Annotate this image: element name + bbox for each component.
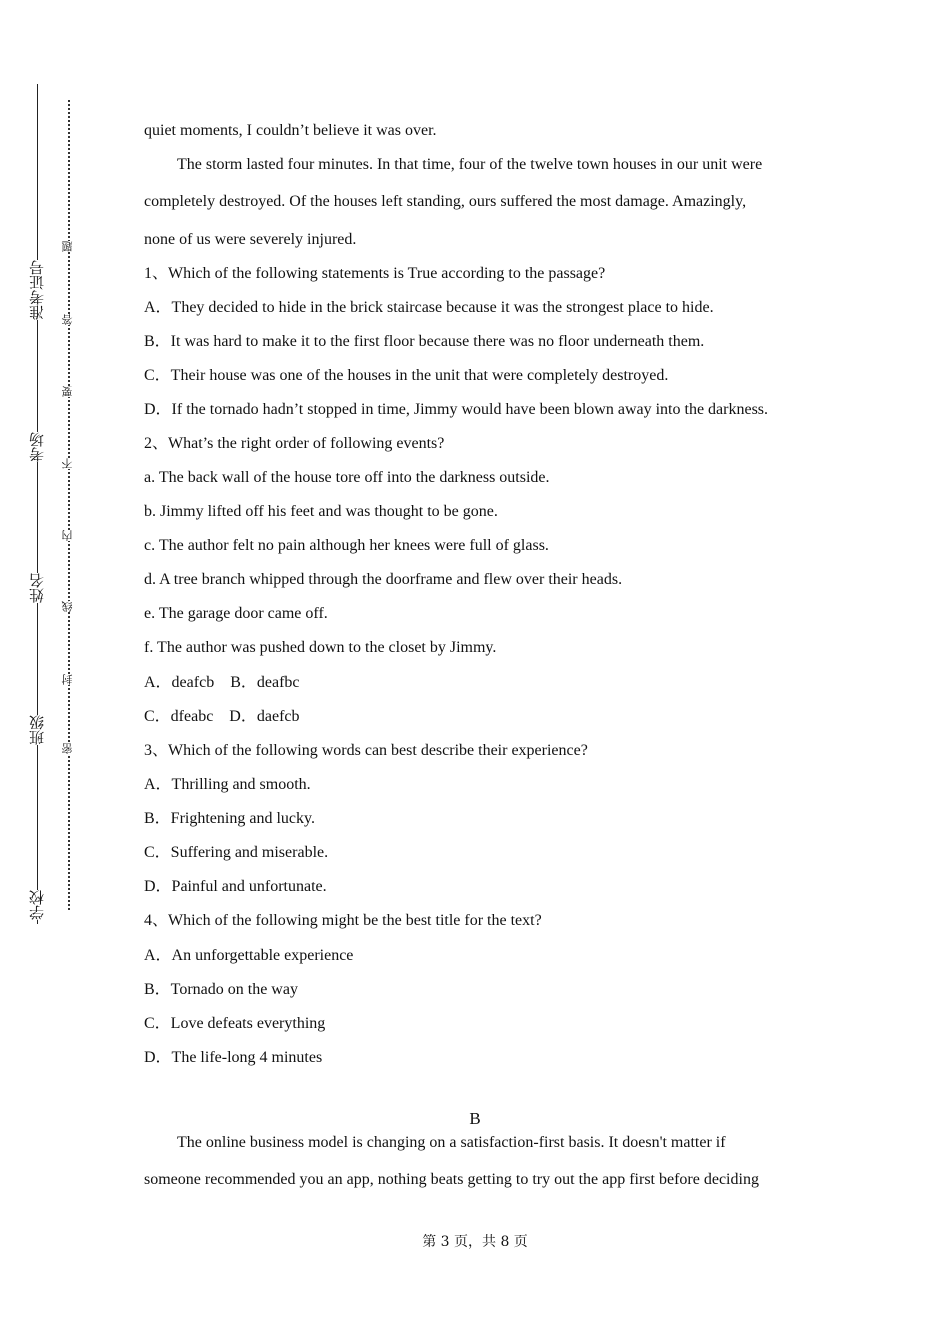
answer-option: C．Their house was one of the houses in the unit that were completely destroyed.	[144, 367, 669, 384]
answer-option: B．It was hard to make it to the first floor because there was no floor underneath them.	[144, 333, 705, 350]
seal-char: 不	[59, 458, 77, 469]
binding-line-dotted	[68, 100, 70, 910]
answer-option: A．deafcb B．deafbc	[144, 674, 300, 691]
answer-option: D．If the tornado hadn’t stopped in time, Jimmy would have been blown away into the darkness.	[144, 401, 769, 418]
seal-char: 内	[59, 530, 77, 541]
event-item: f. The author was pushed down to the closet by Jimmy.	[144, 639, 497, 656]
answer-option: C．Love defeats everything	[144, 1015, 326, 1032]
question-stem: 4、Which of the following might be the best title for the text?	[144, 912, 542, 929]
passage-line: The storm lasted four minutes. In that time, four of the twelve town houses in our unit were	[177, 156, 763, 173]
question-stem: 3、Which of the following words can best describe their experience?	[144, 742, 588, 759]
question-stem: 2、What’s the right order of following events?	[144, 435, 445, 452]
answer-option: C．Suffering and miserable.	[144, 844, 329, 861]
event-item: a. The back wall of the house tore off into the darkness outside.	[144, 469, 550, 486]
answer-option: B．Frightening and lucky.	[144, 810, 315, 827]
answer-option: A．An unforgettable experience	[144, 947, 354, 964]
event-item: b. Jimmy lifted off his feet and was thought to be gone.	[144, 503, 498, 520]
page-number: 第 3 页，共 8 页	[422, 1234, 528, 1250]
passage-line: quiet moments, I couldn’t believe it was over.	[144, 122, 437, 139]
event-item: e. The garage door came off.	[144, 605, 328, 622]
binding-line-solid	[37, 84, 38, 924]
question-stem: 1、Which of the following statements is True according to the passage?	[144, 265, 606, 282]
answer-option: D．Painful and unfortunate.	[144, 878, 327, 895]
field-exam-number-label: 准考证号	[22, 260, 52, 320]
answer-option: A．They decided to hide in the brick staircase because it was the strongest place to hide.	[144, 299, 714, 316]
event-item: d. A tree branch whipped through the doorframe and flew over their heads.	[144, 571, 623, 588]
passage-line: none of us were severely injured.	[144, 231, 357, 248]
field-school-label: 学校	[22, 890, 52, 920]
seal-char: 题	[59, 241, 77, 252]
seal-char: 要	[59, 386, 77, 397]
field-exam-room-label: 考场	[22, 432, 52, 462]
passage-line: The online business model is changing on a satisfaction-first basis. It doesn't matter if	[177, 1134, 726, 1151]
seal-char: 封	[59, 674, 77, 685]
field-class-label: 班级	[22, 715, 52, 745]
answer-option: B．Tornado on the way	[144, 981, 298, 998]
seal-char: 线	[59, 601, 77, 612]
passage-line: someone recommended you an app, nothing beats getting to try out the app first before deciding	[144, 1171, 759, 1188]
answer-option: C．dfeabc D．daefcb	[144, 708, 300, 725]
answer-option: D．The life-long 4 minutes	[144, 1049, 323, 1066]
answer-option: A．Thrilling and smooth.	[144, 776, 311, 793]
section-heading: B	[469, 1109, 481, 1128]
passage-line: completely destroyed. Of the houses left standing, ours suffered the most damage. Amazingly,	[144, 193, 747, 210]
seal-char: 答	[59, 314, 77, 325]
event-item: c. The author felt no pain although her knees were full of glass.	[144, 537, 549, 554]
seal-char: 密	[59, 743, 77, 754]
field-name-label: 姓名	[22, 573, 52, 603]
